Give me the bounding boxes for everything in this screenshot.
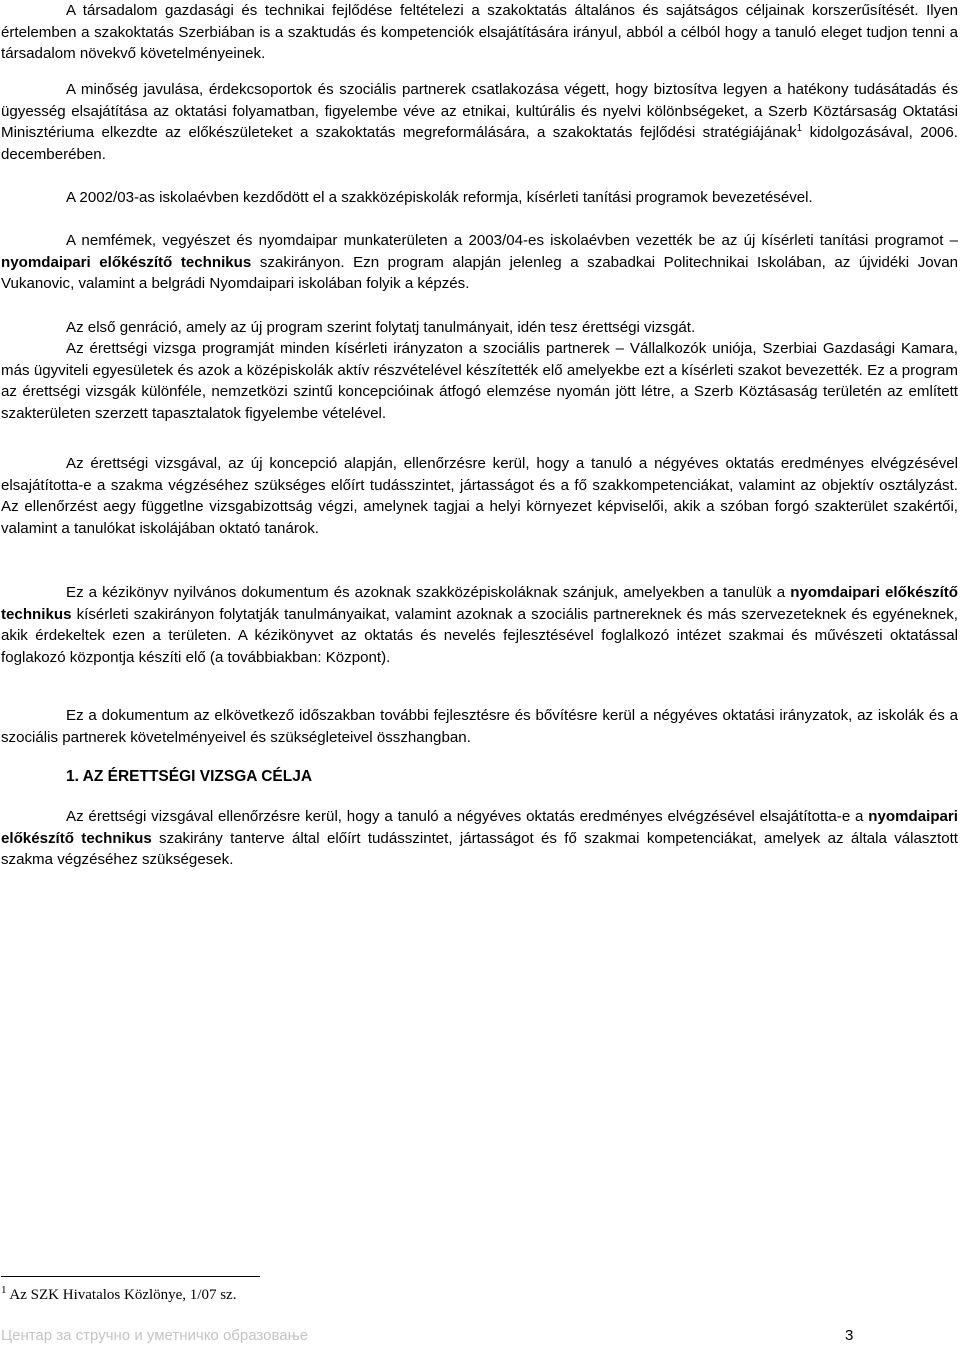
paragraph-exam-purpose	[1, 806, 958, 871]
footnote-divider	[1, 1276, 260, 1277]
footnote	[1, 1284, 236, 1306]
paragraph-reform-strategy-text: A minőség javulása, érdekcsoportok és szociális partnerek csatlakozása végett, hogy biztosítva legyen a hatékony tudásátadás és ügyesség elsajátítása az oktatási folyamatban, figyelembe véve az etnikai, kultúrális és nyelvi kölönbségeket, a Szerb Köztársaság Oktatási Minisztériuma elkezdte az előkészületeket a szakoktatás megreformálására, a szakoktatás fejlődési stratégiájának	[1, 81, 958, 142]
paragraph-future-development: Ez a dokumentum az elkövetkező időszakban további fejlesztésre és bővítésre kerül a négyéves oktatási irányzatok, az iskolák és a szociális partnerek követelményeivel és szükségleteivel összhangban.	[1, 707, 958, 746]
paragraph-pilot-program-text: A nemfémek, vegyészet és nyomdaipar munkaterületen a 2003/04-es iskolaévben vezették be az új kísérleti tanítási programot –	[66, 232, 958, 249]
page-number: 3	[845, 1327, 854, 1344]
paragraph-reform-strategy-end: kidolgozásával, 2006. decemberében.	[1, 124, 958, 163]
program-name-bold: nyomdaipari előkészítő technikus	[1, 808, 958, 847]
paragraph-exam-purpose-end: szakirány tanterve által előírt tudásszintet, jártasságot és fő szakmai kompetenciákat, amelyek az általa választott szakma végzéséhez szükségesek.	[1, 829, 958, 869]
paragraph-reform-start: A 2002/03-as iskolaévben kezdődött el a szakközépiskolák reformja, kísérleti tanítási programok bevezetésével.	[66, 189, 813, 206]
footnote-number: 1	[1, 1284, 7, 1296]
footnote-reference: 1	[796, 123, 803, 135]
program-name-bold: nyomdaipari előkészítő technikus	[1, 584, 959, 623]
paragraph-reform-strategy	[1, 79, 958, 165]
paragraph-first-generation: Az első genráció, amely az új program szerint folytatj tanulmányait, idén tesz érettségi vizsgát.	[66, 319, 696, 336]
section-heading: 1. AZ ÉRETTSÉGI VIZSGA CÉLJA	[66, 768, 313, 785]
paragraph-exam-program: Az érettségi vizsga programját minden kísérleti irányzaton a szociális partnerek – Vállalkozók uniója, Szerbiai Gazdasági Kamara, más ügyviteli egyesületek és azok a középiskolák aktív részvételével készítették elő amelyekbe ezt a kísérleti szakot bevezették. Ez a program az érettségi vizsgák különféle, nemzetközi szintű koncepcióinak átfogó elemzése nyomán jött létre, a Szerb Köztásaság területén az említett szakterületen szerzett tapasztalatok figyelembe vételével.	[1, 340, 958, 422]
paragraph-handbook-text: Ez a kézikönyv nyilvános dokumentum és azoknak szakközépiskoláknak szánjuk, amelyekben a tanulük a	[66, 584, 791, 601]
paragraph-exam-purpose-text: Az érettségi vizsgával ellenőrzésre kerül, hogy a tanuló a négyéves oktatás eredményes elvégzésével elsajátította-e a	[66, 808, 869, 825]
footer-institution: Центар за стручно и уметничко образовање	[1, 1327, 309, 1344]
paragraph-handbook-end: kísérleti szakirányon folytatják tanulmányaikat, valamint azoknak a szociális partnereknek és más szervezeteknek és egyéneknek, akik érdekeltek ezen a területen. A kézikönyvet az oktatás és nevelés fejlesztésével foglalkozó intézet szakmai és művészeti oktatással foglakozó központja készíti elő (a továbbiakban: Központ).	[1, 605, 958, 666]
program-name-bold: nyomdaipari előkészítő technikus	[1, 253, 252, 271]
footnote-text: Az SZK Hivatalos Közlönye, 1/07 sz.	[6, 1287, 237, 1303]
paragraph-pilot-program	[1, 230, 958, 295]
paragraph-pilot-program-end: szakirányon. Ezn program alapján jelenleg a szabadkai Politechnikai Iskolában, az újvidéki Jovan Vukanovic, valamint a belgrádi Nyomdaipari iskolában folyik a képzés.	[1, 253, 958, 293]
paragraph-exam-concept: Az érettségi vizsgával, az új koncepció alapján, ellenőrzésre kerül, hogy a tanuló a négyéves oktatás eredményes elvégzésével elsajátította-e a szakma végzéséhez szükséges előírt tudásszintet, jártasságot és a fő szakkompetenciákat, valamint az objektív osztályzást. Az ellenőrzést aegy függetlne vizsgabizottság végzi, amelynek tagjai a helyi környezet képviselői, akik a szóban forgó szakterület szakértői, valamint a tanulókat iskolájában oktató tanárok.	[1, 455, 958, 537]
paragraph-intro: A társadalom gazdasági és technikai fejlődése feltételezi a szakoktatás általános és sajátságos céljainak korszerűsítését. Ilyen értelemben a szakoktatás Szerbiában is a szaktudás és kompetenciók elsajátítására irányul, abból a célból hogy a tanuló eleget tudjon tenni a társadalom növekvő követelményeinek.	[1, 2, 958, 63]
paragraph-handbook	[1, 582, 958, 668]
